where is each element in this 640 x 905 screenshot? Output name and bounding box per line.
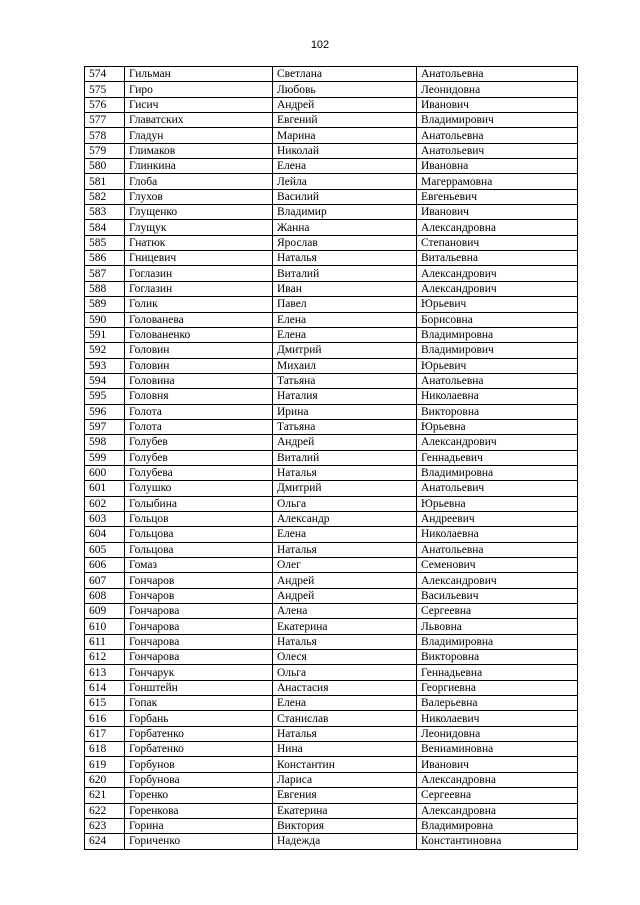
table-row bbox=[85, 297, 578, 312]
surname-cell: Гориченко bbox=[125, 834, 273, 849]
row-number-cell: 599 bbox=[85, 450, 125, 465]
table-row bbox=[85, 159, 578, 174]
first-name-cell: Дмитрий bbox=[273, 481, 417, 496]
row-number-cell: 598 bbox=[85, 435, 125, 450]
patronymic-cell: Львовна bbox=[417, 619, 578, 634]
table-row bbox=[85, 419, 578, 434]
first-name-cell: Алена bbox=[273, 604, 417, 619]
table-row bbox=[85, 496, 578, 511]
table-row bbox=[85, 542, 578, 557]
surname-cell: Горенко bbox=[125, 788, 273, 803]
patronymic-cell: Александрович bbox=[417, 435, 578, 450]
surname-cell: Головня bbox=[125, 389, 273, 404]
first-name-cell: Елена bbox=[273, 312, 417, 327]
table-row bbox=[85, 143, 578, 158]
surname-cell: Гольцова bbox=[125, 542, 273, 557]
patronymic-cell: Константиновна bbox=[417, 834, 578, 849]
surname-cell: Гладун bbox=[125, 128, 273, 143]
row-number-cell: 601 bbox=[85, 481, 125, 496]
table-row bbox=[85, 82, 578, 97]
table-row bbox=[85, 588, 578, 603]
surname-cell: Голушко bbox=[125, 481, 273, 496]
patronymic-cell: Степанович bbox=[417, 235, 578, 250]
surname-cell: Гомаз bbox=[125, 558, 273, 573]
surname-cell: Гончарова bbox=[125, 604, 273, 619]
first-name-cell: Александр bbox=[273, 511, 417, 526]
table-row bbox=[85, 634, 578, 649]
row-number-cell: 579 bbox=[85, 143, 125, 158]
row-number-cell: 588 bbox=[85, 281, 125, 296]
patronymic-cell: Владимировна bbox=[417, 465, 578, 480]
first-name-cell: Олеся bbox=[273, 650, 417, 665]
row-number-cell: 577 bbox=[85, 113, 125, 128]
row-number-cell: 595 bbox=[85, 389, 125, 404]
row-number-cell: 582 bbox=[85, 189, 125, 204]
row-number-cell: 617 bbox=[85, 726, 125, 741]
surname-cell: Гнатюк bbox=[125, 235, 273, 250]
table-row bbox=[85, 465, 578, 480]
row-number-cell: 594 bbox=[85, 373, 125, 388]
table-row bbox=[85, 312, 578, 327]
row-number-cell: 608 bbox=[85, 588, 125, 603]
first-name-cell: Михаил bbox=[273, 358, 417, 373]
patronymic-cell: Александрович bbox=[417, 266, 578, 281]
row-number-cell: 606 bbox=[85, 558, 125, 573]
table-row bbox=[85, 266, 578, 281]
row-number-cell: 621 bbox=[85, 788, 125, 803]
table-row bbox=[85, 97, 578, 112]
table-row bbox=[85, 343, 578, 358]
surname-cell: Гиро bbox=[125, 82, 273, 97]
surname-cell: Гоглазин bbox=[125, 281, 273, 296]
row-number-cell: 603 bbox=[85, 511, 125, 526]
surname-cell: Глимаков bbox=[125, 143, 273, 158]
table-row bbox=[85, 435, 578, 450]
patronymic-cell: Магеррамовна bbox=[417, 174, 578, 189]
surname-cell: Гончарова bbox=[125, 619, 273, 634]
first-name-cell: Лариса bbox=[273, 772, 417, 787]
patronymic-cell: Владимирович bbox=[417, 343, 578, 358]
first-name-cell: Наталья bbox=[273, 726, 417, 741]
row-number-cell: 584 bbox=[85, 220, 125, 235]
first-name-cell: Дмитрий bbox=[273, 343, 417, 358]
surname-cell: Гонштейн bbox=[125, 680, 273, 695]
first-name-cell: Елена bbox=[273, 696, 417, 711]
patronymic-cell: Владимировна bbox=[417, 634, 578, 649]
first-name-cell: Виталий bbox=[273, 450, 417, 465]
patronymic-cell: Леонидовна bbox=[417, 82, 578, 97]
table-row bbox=[85, 834, 578, 849]
surname-cell: Гильман bbox=[125, 67, 273, 82]
first-name-cell: Екатерина bbox=[273, 619, 417, 634]
table-row bbox=[85, 205, 578, 220]
table-row bbox=[85, 235, 578, 250]
row-number-cell: 590 bbox=[85, 312, 125, 327]
page-number: 102 bbox=[310, 39, 330, 51]
table-row bbox=[85, 251, 578, 266]
table-row bbox=[85, 680, 578, 695]
first-name-cell: Ольга bbox=[273, 496, 417, 511]
surname-cell: Голыбина bbox=[125, 496, 273, 511]
surname-cell: Глоба bbox=[125, 174, 273, 189]
first-name-cell: Любовь bbox=[273, 82, 417, 97]
surname-cell: Горина bbox=[125, 818, 273, 833]
patronymic-cell: Анатольевна bbox=[417, 542, 578, 557]
row-number-cell: 581 bbox=[85, 174, 125, 189]
table-row bbox=[85, 757, 578, 772]
surname-cell: Голота bbox=[125, 404, 273, 419]
row-number-cell: 576 bbox=[85, 97, 125, 112]
table-row bbox=[85, 573, 578, 588]
patronymic-cell: Владимирович bbox=[417, 113, 578, 128]
patronymic-cell: Семенович bbox=[417, 558, 578, 573]
patronymic-cell: Ивановна bbox=[417, 159, 578, 174]
row-number-cell: 614 bbox=[85, 680, 125, 695]
table-row bbox=[85, 373, 578, 388]
first-name-cell: Андрей bbox=[273, 435, 417, 450]
patronymic-cell: Викторовна bbox=[417, 404, 578, 419]
row-number-cell: 585 bbox=[85, 235, 125, 250]
first-name-cell: Николай bbox=[273, 143, 417, 158]
surname-cell: Голубев bbox=[125, 435, 273, 450]
surname-cell: Голованева bbox=[125, 312, 273, 327]
row-number-cell: 623 bbox=[85, 818, 125, 833]
patronymic-cell: Леонидовна bbox=[417, 726, 578, 741]
table-row bbox=[85, 67, 578, 82]
row-number-cell: 616 bbox=[85, 711, 125, 726]
row-number-cell: 622 bbox=[85, 803, 125, 818]
patronymic-cell: Евгеньевич bbox=[417, 189, 578, 204]
surname-cell: Голованенко bbox=[125, 327, 273, 342]
surname-cell: Голик bbox=[125, 297, 273, 312]
surname-cell: Глинкина bbox=[125, 159, 273, 174]
row-number-cell: 602 bbox=[85, 496, 125, 511]
surname-cell: Гницевич bbox=[125, 251, 273, 266]
first-name-cell: Светлана bbox=[273, 67, 417, 82]
patronymic-cell: Анатольевич bbox=[417, 481, 578, 496]
first-name-cell: Елена bbox=[273, 327, 417, 342]
patronymic-cell: Витальевна bbox=[417, 251, 578, 266]
row-number-cell: 615 bbox=[85, 696, 125, 711]
table-row bbox=[85, 450, 578, 465]
surname-cell: Головин bbox=[125, 358, 273, 373]
row-number-cell: 620 bbox=[85, 772, 125, 787]
names-table bbox=[84, 66, 578, 850]
patronymic-cell: Александровна bbox=[417, 220, 578, 235]
patronymic-cell: Николаевна bbox=[417, 527, 578, 542]
surname-cell: Голубев bbox=[125, 450, 273, 465]
surname-cell: Горбунова bbox=[125, 772, 273, 787]
table-row bbox=[85, 358, 578, 373]
table-row bbox=[85, 113, 578, 128]
patronymic-cell: Геннадьевна bbox=[417, 665, 578, 680]
patronymic-cell: Николаевна bbox=[417, 389, 578, 404]
surname-cell: Гольцов bbox=[125, 511, 273, 526]
row-number-cell: 624 bbox=[85, 834, 125, 849]
patronymic-cell: Георгиевна bbox=[417, 680, 578, 695]
surname-cell: Гончарук bbox=[125, 665, 273, 680]
patronymic-cell: Борисовна bbox=[417, 312, 578, 327]
row-number-cell: 609 bbox=[85, 604, 125, 619]
first-name-cell: Василий bbox=[273, 189, 417, 204]
row-number-cell: 618 bbox=[85, 742, 125, 757]
first-name-cell: Иван bbox=[273, 281, 417, 296]
patronymic-cell: Иванович bbox=[417, 97, 578, 112]
row-number-cell: 589 bbox=[85, 297, 125, 312]
surname-cell: Глущенко bbox=[125, 205, 273, 220]
first-name-cell: Елена bbox=[273, 527, 417, 542]
first-name-cell: Наталья bbox=[273, 465, 417, 480]
row-number-cell: 592 bbox=[85, 343, 125, 358]
first-name-cell: Жанна bbox=[273, 220, 417, 235]
first-name-cell: Надежда bbox=[273, 834, 417, 849]
surname-cell: Глухов bbox=[125, 189, 273, 204]
patronymic-cell: Николаевич bbox=[417, 711, 578, 726]
row-number-cell: 575 bbox=[85, 82, 125, 97]
surname-cell: Горбатенко bbox=[125, 726, 273, 741]
table-row bbox=[85, 619, 578, 634]
table-row bbox=[85, 327, 578, 342]
names-table-body bbox=[85, 67, 578, 850]
surname-cell: Горбунов bbox=[125, 757, 273, 772]
patronymic-cell: Иванович bbox=[417, 205, 578, 220]
first-name-cell: Виктория bbox=[273, 818, 417, 833]
patronymic-cell: Анатольевна bbox=[417, 373, 578, 388]
patronymic-cell: Андреевич bbox=[417, 511, 578, 526]
surname-cell: Горенкова bbox=[125, 803, 273, 818]
patronymic-cell: Юрьевич bbox=[417, 358, 578, 373]
patronymic-cell: Александрович bbox=[417, 573, 578, 588]
first-name-cell: Марина bbox=[273, 128, 417, 143]
row-number-cell: 583 bbox=[85, 205, 125, 220]
patronymic-cell: Анатольевич bbox=[417, 143, 578, 158]
patronymic-cell: Сергеевна bbox=[417, 604, 578, 619]
patronymic-cell: Александрович bbox=[417, 281, 578, 296]
row-number-cell: 586 bbox=[85, 251, 125, 266]
table-row bbox=[85, 128, 578, 143]
patronymic-cell: Сергеевна bbox=[417, 788, 578, 803]
surname-cell: Гончаров bbox=[125, 588, 273, 603]
first-name-cell: Ирина bbox=[273, 404, 417, 419]
first-name-cell: Владимир bbox=[273, 205, 417, 220]
row-number-cell: 574 bbox=[85, 67, 125, 82]
patronymic-cell: Геннадьевич bbox=[417, 450, 578, 465]
table-row bbox=[85, 604, 578, 619]
table-row bbox=[85, 404, 578, 419]
table-row bbox=[85, 220, 578, 235]
row-number-cell: 612 bbox=[85, 650, 125, 665]
table-row bbox=[85, 650, 578, 665]
table-row bbox=[85, 481, 578, 496]
first-name-cell: Татьяна bbox=[273, 419, 417, 434]
table-row bbox=[85, 281, 578, 296]
surname-cell: Гопак bbox=[125, 696, 273, 711]
surname-cell: Гоглазин bbox=[125, 266, 273, 281]
table-row bbox=[85, 189, 578, 204]
row-number-cell: 613 bbox=[85, 665, 125, 680]
table-row bbox=[85, 711, 578, 726]
first-name-cell: Андрей bbox=[273, 97, 417, 112]
first-name-cell: Андрей bbox=[273, 573, 417, 588]
row-number-cell: 596 bbox=[85, 404, 125, 419]
patronymic-cell: Викторовна bbox=[417, 650, 578, 665]
surname-cell: Голубева bbox=[125, 465, 273, 480]
surname-cell: Главатских bbox=[125, 113, 273, 128]
first-name-cell: Екатерина bbox=[273, 803, 417, 818]
surname-cell: Гисич bbox=[125, 97, 273, 112]
row-number-cell: 605 bbox=[85, 542, 125, 557]
surname-cell: Глущук bbox=[125, 220, 273, 235]
surname-cell: Гончарова bbox=[125, 634, 273, 649]
surname-cell: Голота bbox=[125, 419, 273, 434]
table-row bbox=[85, 818, 578, 833]
table-row bbox=[85, 742, 578, 757]
row-number-cell: 593 bbox=[85, 358, 125, 373]
patronymic-cell: Васильевич bbox=[417, 588, 578, 603]
table-row bbox=[85, 696, 578, 711]
table-row bbox=[85, 772, 578, 787]
first-name-cell: Анастасия bbox=[273, 680, 417, 695]
row-number-cell: 580 bbox=[85, 159, 125, 174]
surname-cell: Гончарова bbox=[125, 650, 273, 665]
table-row bbox=[85, 803, 578, 818]
table-row bbox=[85, 665, 578, 680]
table-row bbox=[85, 788, 578, 803]
row-number-cell: 604 bbox=[85, 527, 125, 542]
row-number-cell: 610 bbox=[85, 619, 125, 634]
patronymic-cell: Александровна bbox=[417, 803, 578, 818]
surname-cell: Горбань bbox=[125, 711, 273, 726]
surname-cell: Гольцова bbox=[125, 527, 273, 542]
patronymic-cell: Анатольевна bbox=[417, 67, 578, 82]
row-number-cell: 619 bbox=[85, 757, 125, 772]
first-name-cell: Виталий bbox=[273, 266, 417, 281]
first-name-cell: Андрей bbox=[273, 588, 417, 603]
first-name-cell: Олег bbox=[273, 558, 417, 573]
patronymic-cell: Иванович bbox=[417, 757, 578, 772]
first-name-cell: Павел bbox=[273, 297, 417, 312]
first-name-cell: Ярослав bbox=[273, 235, 417, 250]
first-name-cell: Евгения bbox=[273, 788, 417, 803]
table-row bbox=[85, 511, 578, 526]
table-row bbox=[85, 527, 578, 542]
first-name-cell: Елена bbox=[273, 159, 417, 174]
first-name-cell: Наталья bbox=[273, 251, 417, 266]
table-row bbox=[85, 726, 578, 741]
patronymic-cell: Юрьевич bbox=[417, 297, 578, 312]
row-number-cell: 587 bbox=[85, 266, 125, 281]
patronymic-cell: Юрьевна bbox=[417, 419, 578, 434]
first-name-cell: Наталия bbox=[273, 389, 417, 404]
surname-cell: Горбатенко bbox=[125, 742, 273, 757]
first-name-cell: Константин bbox=[273, 757, 417, 772]
row-number-cell: 578 bbox=[85, 128, 125, 143]
patronymic-cell: Вениаминовна bbox=[417, 742, 578, 757]
patronymic-cell: Анатольевна bbox=[417, 128, 578, 143]
table-row bbox=[85, 558, 578, 573]
patronymic-cell: Александровна bbox=[417, 772, 578, 787]
patronymic-cell: Валерьевна bbox=[417, 696, 578, 711]
row-number-cell: 600 bbox=[85, 465, 125, 480]
row-number-cell: 607 bbox=[85, 573, 125, 588]
surname-cell: Головина bbox=[125, 373, 273, 388]
row-number-cell: 597 bbox=[85, 419, 125, 434]
first-name-cell: Лейла bbox=[273, 174, 417, 189]
first-name-cell: Татьяна bbox=[273, 373, 417, 388]
patronymic-cell: Юрьевна bbox=[417, 496, 578, 511]
first-name-cell: Наталья bbox=[273, 542, 417, 557]
row-number-cell: 611 bbox=[85, 634, 125, 649]
surname-cell: Головин bbox=[125, 343, 273, 358]
first-name-cell: Станислав bbox=[273, 711, 417, 726]
patronymic-cell: Владимировна bbox=[417, 327, 578, 342]
surname-cell: Гончаров bbox=[125, 573, 273, 588]
row-number-cell: 591 bbox=[85, 327, 125, 342]
table-row bbox=[85, 174, 578, 189]
first-name-cell: Наталья bbox=[273, 634, 417, 649]
first-name-cell: Нина bbox=[273, 742, 417, 757]
first-name-cell: Ольга bbox=[273, 665, 417, 680]
table-row bbox=[85, 389, 578, 404]
first-name-cell: Евгений bbox=[273, 113, 417, 128]
patronymic-cell: Владимировна bbox=[417, 818, 578, 833]
